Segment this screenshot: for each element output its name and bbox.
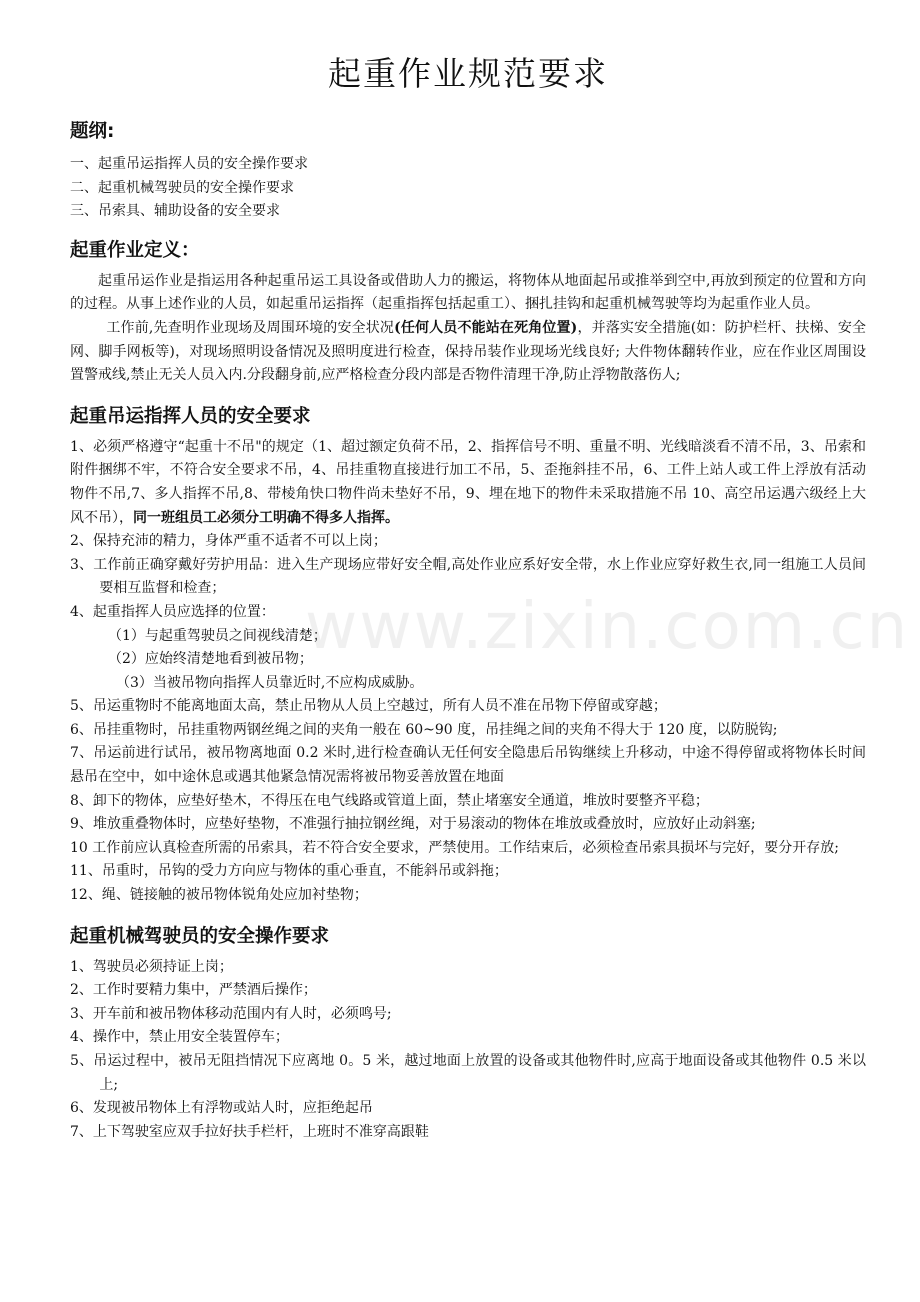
driver-item: 5、吊运过程中，被吊无阻挡情况下应离地 0。5 米，越过地面上放置的设备或其他物件时,应高于地面设备或其他物件 0.5 米以上; [70,1053,866,1093]
page-title: 起重作业规范要求 [328,54,608,93]
outline-item: 二、起重机械驾驶员的安全操作要求 [70,179,294,196]
commander-item-7: 7、吊运前进行试吊，被吊物离地面 0.2 米时,进行检查确认无任何安全隐患后吊钩继续上升移动，中途不得停留或将物体长时间悬吊在空中，如中途休息或遇其他紧急情况需将被吊物妥善放置在地面 [70,745,866,786]
outline-item: 三、吊索具、辅助设备的安全要求 [70,203,280,220]
document-page [70,48,866,1144]
outline-heading: 题纲: [70,121,115,142]
position-subitem-1: （1）与起重驾驶员之间视线清楚； [108,627,327,644]
driver-item: 2、工作时要精力集中，严禁酒后操作； [70,982,317,999]
driver-item: 1、驾驶员必须持证上岗； [70,958,233,975]
commander-item-12: 12、绳、链接触的被吊物体锐角处应加衬垫物； [70,887,368,904]
driver-item: 4、操作中，禁止用安全装置停车； [70,1029,289,1046]
driver-heading: 起重机械驾驶员的安全操作要求 [70,925,330,947]
commander-item-1 [70,436,866,530]
definition-paragraph: 起重吊运作业是指运用各种起重吊运工具设备或借助人力的搬运，将物体从地面起吊或推举到空中,再放到预定的位置和方向的过程。从事上述作业的人员，如起重吊运指挥（起重指挥包括起重工）、捆扎挂钩和起重机械驾驶等均为起重作业人员。 [70,272,866,313]
position-subitem-2: （2）应始终清楚地看到被吊物； [108,651,313,668]
outline-item: 一、起重吊运指挥人员的安全操作要求 [70,156,308,172]
driver-item: 3、开车前和被吊物体移动范围内有人时，必须鸣号; [70,1005,392,1022]
commander-item-8: 8、卸下的物体，应垫好垫木，不得压在电气线路或管道上面，禁止堵塞安全通道，堆放时要整齐平稳； [70,792,709,809]
definition-heading: 起重作业定义： [70,239,200,261]
commander-heading: 起重吊运指挥人员的安全要求 [70,405,311,427]
commander-item-10: 10 工作前应认真检查所需的吊索具，若不符合安全要求，严禁使用。工作结束后，必须检查吊索具损坏与完好，要分开存放; [70,839,839,856]
position-subitem-3: （3）当被吊物向指挥人员靠近时,不应构成威胁。 [116,674,424,691]
commander-item-9: 9、堆放重叠物体时，应垫好垫物，不准强行抽拉钢丝绳，对于易滚动的物体在堆放或叠放时，应放好止动斜塞; [70,816,756,833]
commander-item-1-emphasis: 同一班组员工必须分工明确不得多人指挥。 [133,509,399,526]
commander-item-4: 4、起重指挥人员应选择的位置： [70,603,275,620]
preparation-text-end: ，并落实安全措施(如：防护栏杆、扶梯、安全网、脚手网板等)，对现场照明设备情况及照明度进行检查，保持吊装作业现场光线良好; 大件物体翻转作业，应在作业区周围设置警戒线,禁止无关人员入内.分段翻身前,应严格检查分段内部是否物件清理干净,防止浮物散落伤人; [70,319,866,384]
commander-item-3: 3、工作前正确穿戴好劳护用品：进入生产现场应带好安全帽,高处作业应系好安全带，水上作业应穿好救生衣,同一组施工人员间要相互监督和检查； [70,556,866,597]
ten-no-lift-rules: 1、必须严格遵守“起重十不吊"的规定（1、超过额定负荷不吊，2、指挥信号不明、重量不明、光线暗淡看不清不吊，3、吊索和附件捆绑不牢，不符合安全要求不吊，4、吊挂重物直接进行加工不吊，5、歪拖斜挂不吊，6、工件上站人或工件上浮放有活动物件不吊,7、多人指挥不吊,8、带棱角快口物件尚未垫好不吊，9、埋在地下的物件未采取措施不吊 10、高空吊运遇六级经上大风不吊）， [70,438,866,526]
commander-item-11: 11、吊重时，吊钩的受力方向应与物体的重心垂直，不能斜吊或斜拖； [70,863,508,880]
driver-item: 7、上下驾驶室应双手拉好扶手栏杆，上班时不准穿高跟鞋 [70,1123,429,1140]
commander-item-6: 6、吊挂重物时，吊挂重物两钢丝绳之间的夹角一般在 60~90 度，吊挂绳之间的夹角不得大于 120 度，以防脱钩; [70,721,778,738]
outline-list [70,153,866,224]
commander-item-2: 2、保持充沛的精力，身体严重不适者不可以上岗； [70,533,387,550]
preparation-text-start: 工作前,先查明作业现场及周围环境的安全状况 [106,319,395,336]
commander-item-5: 5、吊运重物时不能离地面太高，禁止吊物从人员上空越过，所有人员不准在吊物下停留或穿越； [70,698,667,715]
preparation-emphasis: (任何人员不能站在死角位置) [394,319,578,336]
watermark: www.zixin.com.cn [305,590,910,664]
preparation-paragraph [70,317,866,388]
driver-item: 6、发现被吊物体上有浮物或站人时，应拒绝起吊 [70,1100,373,1117]
